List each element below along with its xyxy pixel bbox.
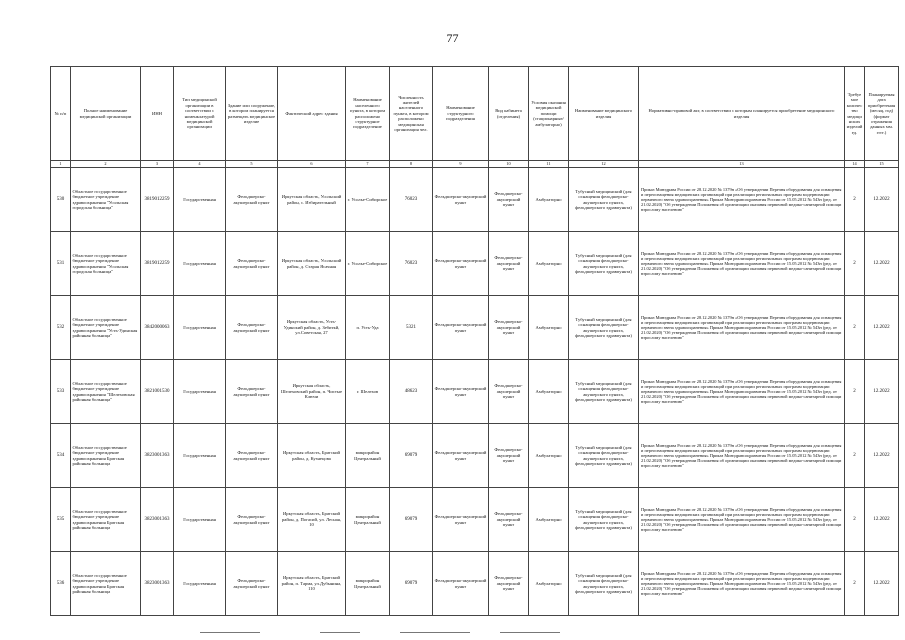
header-cell: Требуемое количество медицинских изделий ед.	[845, 67, 865, 161]
column-number-row	[51, 161, 899, 168]
row-number: 530	[51, 168, 71, 232]
legal-act: Приказ Минздрава России от 28.12.2020 № 1379н «Об утверждении Перечня оборудования для оснащения и переоснащения медицинских организаций при реализации региональных программ модернизации первичного звена здравоохранения» Приказ Минздравсоцразвития России от 15.05.2012 № 543н (ред. от 21.02.2020) "Об утверждении Положения об организации оказания первичной медико-санитарной помощи взрослому населению"	[639, 552, 845, 616]
row-number: 535	[51, 488, 71, 552]
device-name: Тубусный медицинский (для оснащения фельдшерско-акушерского пункта, фельдшерского здравпункта)	[569, 424, 639, 488]
header-cell: Полное наименование медицинской организации	[71, 67, 141, 161]
table-row	[51, 424, 899, 488]
population-count: 76023	[390, 168, 433, 232]
planned-date: 12.2022	[865, 360, 899, 424]
organization-type: Государственная	[174, 488, 226, 552]
device-name: Тубусный медицинский (для оснащения фельдшерско-акушерского пункта, фельдшерского здравпункта)	[569, 360, 639, 424]
legal-act: Приказ Минздрава России от 28.12.2020 № 1379н «Об утверждении Перечня оборудования для оснащения и переоснащения медицинских организаций при реализации региональных программ модернизации первичного звена здравоохранения» Приказ Минздравсоцразвития России от 15.05.2012 № 543н (ред. от 21.02.2020) "Об утверждении Положения об организации оказания первичной медико-санитарной помощи взрослому населению"	[639, 168, 845, 232]
device-name: Тубусный медицинский (для оснащения фельдшерско-акушерского пункта, фельдшерского здравпункта)	[569, 552, 639, 616]
planned-date: 12.2022	[865, 168, 899, 232]
device-name: Тубусный медицинский (для оснащения фельдшерско-акушерского пункта, фельдшерского здравпункта)	[569, 232, 639, 296]
table-row	[51, 552, 899, 616]
column-number: 6	[278, 161, 346, 168]
table-row	[51, 296, 899, 360]
building-type: Фельдшерско-акушерский пункт	[226, 296, 278, 360]
header-cell: Наименование структурного подразделения	[433, 67, 489, 161]
planned-date: 12.2022	[865, 552, 899, 616]
column-number: 15	[865, 161, 899, 168]
building-type: Фельдшерско-акушерский пункт	[226, 232, 278, 296]
care-conditions: Амбулаторно	[529, 232, 569, 296]
population-count: 5321	[390, 296, 433, 360]
column-number: 4	[174, 161, 226, 168]
population-count: 76023	[390, 232, 433, 296]
care-conditions: Амбулаторно	[529, 168, 569, 232]
structural-unit: Фельдшерско-акушерский пункт	[433, 488, 489, 552]
actual-address: Иркутская область, Братский район, п. Тарма, ул.Дубынина, 110	[278, 552, 346, 616]
column-number: 3	[141, 161, 174, 168]
locality-name: микрорайон Центральный	[346, 488, 390, 552]
care-conditions: Амбулаторно	[529, 424, 569, 488]
table-header	[51, 67, 899, 168]
device-name: Тубусный медицинский (для оснащения фельдшерско-акушерского пункта, фельдшерского здравпункта)	[569, 296, 639, 360]
inn-value: 3823001363	[141, 488, 174, 552]
header-row	[51, 67, 899, 161]
legal-act: Приказ Минздрава России от 28.12.2020 № 1379н «Об утверждении Перечня оборудования для оснащения и переоснащения медицинских организаций при реализации региональных программ модернизации первичного звена здравоохранения» Приказ Минздравсоцразвития России от 15.05.2012 № 543н (ред. от 21.02.2020) "Об утверждении Положения об организации оказания первичной медико-санитарной помощи взрослому населению"	[639, 232, 845, 296]
building-type: Фельдшерско-акушерский пункт	[226, 360, 278, 424]
planned-date: 12.2022	[865, 232, 899, 296]
legal-act: Приказ Минздрава России от 28.12.2020 № 1379н «Об утверждении Перечня оборудования для оснащения и переоснащения медицинских организаций при реализации региональных программ модернизации первичного звена здравоохранения» Приказ Минздравсоцразвития России от 15.05.2012 № 543н (ред. от 21.02.2020) "Об утверждении Положения об организации оказания первичной медико-санитарной помощи взрослому населению"	[639, 488, 845, 552]
locality-name: г. Шелехов	[346, 360, 390, 424]
column-number: 9	[433, 161, 489, 168]
care-conditions: Амбулаторно	[529, 360, 569, 424]
structural-unit: Фельдшерско-акушерский пункт	[433, 296, 489, 360]
table-row	[51, 168, 899, 232]
locality-name: п. Усть-Уда	[346, 296, 390, 360]
organization-type: Государственная	[174, 232, 226, 296]
table-row	[51, 488, 899, 552]
actual-address: Иркутская область, Братский район, д. Погасий, ул. Лесная, 10	[278, 488, 346, 552]
header-cell: Здание или сооружение, в котором планируется размещать медицинское изделие	[226, 67, 278, 161]
header-cell: Численность жителей населенного пункта, в котором расположено медицинская организация чел.	[390, 67, 433, 161]
device-name: Тубусный медицинский (для оснащения фельдшерско-акушерского пункта, фельдшерского здравпункта)	[569, 488, 639, 552]
required-quantity: 2	[845, 552, 865, 616]
organization-name: Областное государственное бюджетное учреждение здравоохранения "Усольская городская больница"	[71, 232, 141, 296]
organization-type: Государственная	[174, 168, 226, 232]
organization-type: Государственная	[174, 424, 226, 488]
column-number: 2	[71, 161, 141, 168]
column-number: 13	[639, 161, 845, 168]
actual-address: Иркутская область, Усть-Удинский район, д. Зебиткй, ул.Советская, 27	[278, 296, 346, 360]
locality-name: г. Усолье-Сибирское	[346, 232, 390, 296]
structural-unit: Фельдшерско-акушерский пункт	[433, 424, 489, 488]
row-number: 533	[51, 360, 71, 424]
header-cell: Наименование населенного пункта, в котором расположено структурное подразделение	[346, 67, 390, 161]
inn-value: 3842000063	[141, 296, 174, 360]
inn-value: 3823001363	[141, 424, 174, 488]
header-cell: ИНН	[141, 67, 174, 161]
actual-address: Иркутская область, Братский район, д. Кузнецова	[278, 424, 346, 488]
structural-unit: Фельдшерско-акушерский пункт	[433, 552, 489, 616]
header-cell: Нормативно-правовой акт, в соответствии с которым планируется приобретение медицинского изделия	[639, 67, 845, 161]
bottom-scan-marks	[200, 632, 600, 634]
organization-name: Областное государственное бюджетное учреждение здравоохранения Братская районная больница	[71, 552, 141, 616]
building-type: Фельдшерско-акушерский пункт	[226, 424, 278, 488]
cabinet-type: Фельдшерско-акушерский пункт	[489, 488, 529, 552]
building-type: Фельдшерско-акушерский пункт	[226, 552, 278, 616]
actual-address: Иркутская область, Шелеховский район, п. Чистые Ключи	[278, 360, 346, 424]
header-cell: Условия оказания медицинской помощи (стационарные/амбулаторно)	[529, 67, 569, 161]
care-conditions: Амбулаторно	[529, 552, 569, 616]
planned-date: 12.2022	[865, 424, 899, 488]
organization-name: Областное государственное бюджетное учреждение здравоохранения "Усольская городская больница"	[71, 168, 141, 232]
table-body	[51, 168, 899, 616]
inn-value: 3819012259	[141, 232, 174, 296]
organization-type: Государственная	[174, 296, 226, 360]
care-conditions: Амбулаторно	[529, 296, 569, 360]
header-cell: Фактический адрес здания	[278, 67, 346, 161]
equipment-table	[50, 66, 899, 616]
legal-act: Приказ Минздрава России от 28.12.2020 № 1379н «Об утверждении Перечня оборудования для оснащения и переоснащения медицинских организаций при реализации региональных программ модернизации первичного звена здравоохранения» Приказ Минздравсоцразвития России от 15.05.2012 № 543н (ред. от 21.02.2020) "Об утверждении Положения об организации оказания первичной медико-санитарной помощи взрослому населению"	[639, 424, 845, 488]
cabinet-type: Фельдшерско-акушерский пункт	[489, 360, 529, 424]
cabinet-type: Фельдшерско-акушерский пункт	[489, 296, 529, 360]
column-number: 7	[346, 161, 390, 168]
organization-name: Областное государственное бюджетное учреждение здравоохранения Братская районная больница	[71, 488, 141, 552]
cabinet-type: Фельдшерско-акушерский пункт	[489, 168, 529, 232]
column-number: 12	[569, 161, 639, 168]
page-number: 77	[446, 31, 459, 45]
inn-value: 3819012259	[141, 168, 174, 232]
row-number: 532	[51, 296, 71, 360]
column-number: 11	[529, 161, 569, 168]
column-number: 10	[489, 161, 529, 168]
required-quantity: 2	[845, 424, 865, 488]
structural-unit: Фельдшерско-акушерский пункт	[433, 168, 489, 232]
locality-name: г. Усолье-Сибирское	[346, 168, 390, 232]
building-type: Фельдшерско-акушерский пункт	[226, 488, 278, 552]
organization-type: Государственная	[174, 360, 226, 424]
care-conditions: Амбулаторно	[529, 488, 569, 552]
header-cell: Планируемая дата приобретения (месяц, год) (формат отражения данных мм. гггг.)	[865, 67, 899, 161]
legal-act: Приказ Минздрава России от 28.12.2020 № 1379н «Об утверждении Перечня оборудования для оснащения и переоснащения медицинских организаций при реализации региональных программ модернизации первичного звена здравоохранения» Приказ Минздравсоцразвития России от 15.05.2012 № 543н (ред. от 21.02.2020) "Об утверждении Положения об организации оказания первичной медико-санитарной помощи взрослому населению"	[639, 296, 845, 360]
column-number: 1	[51, 161, 71, 168]
row-number: 536	[51, 552, 71, 616]
table-row	[51, 360, 899, 424]
population-count: 69079	[390, 552, 433, 616]
table-row	[51, 232, 899, 296]
actual-address: Иркутская область, Усольский район, с. Избирательный	[278, 168, 346, 232]
device-name: Тубусный медицинский (для оснащения фельдшерско-акушерского пункта, фельдшерского здравпункта)	[569, 168, 639, 232]
population-count: 48623	[390, 360, 433, 424]
row-number: 531	[51, 232, 71, 296]
organization-type: Государственная	[174, 552, 226, 616]
locality-name: микрорайон Центральный	[346, 552, 390, 616]
organization-name: Областное государственное бюджетное учреждение здравоохранения Братская районная больница	[71, 424, 141, 488]
header-cell: Тип медицинской организации в соответствии с номенклатурой медицинской организации	[174, 67, 226, 161]
required-quantity: 2	[845, 488, 865, 552]
planned-date: 12.2022	[865, 296, 899, 360]
legal-act: Приказ Минздрава России от 28.12.2020 № 1379н «Об утверждении Перечня оборудования для оснащения и переоснащения медицинских организаций при реализации региональных программ модернизации первичного звена здравоохранения» Приказ Минздравсоцразвития России от 15.05.2012 № 543н (ред. от 21.02.2020) "Об утверждении Положения об организации оказания первичной медико-санитарной помощи взрослому населению"	[639, 360, 845, 424]
cabinet-type: Фельдшерско-акушерский пункт	[489, 424, 529, 488]
building-type: Фельдшерско-акушерский пункт	[226, 168, 278, 232]
required-quantity: 2	[845, 168, 865, 232]
structural-unit: Фельдшерско-акушерский пункт	[433, 360, 489, 424]
organization-name: Областное государственное бюджетное учреждение здравоохранения "Усть-Удинская районная больница"	[71, 296, 141, 360]
locality-name: микрорайон Центральный	[346, 424, 390, 488]
required-quantity: 2	[845, 232, 865, 296]
structural-unit: Фельдшерско-акушерский пункт	[433, 232, 489, 296]
population-count: 69079	[390, 424, 433, 488]
inn-value: 3823001363	[141, 552, 174, 616]
header-cell: Наименование медицинского изделия	[569, 67, 639, 161]
required-quantity: 2	[845, 296, 865, 360]
column-number: 5	[226, 161, 278, 168]
header-cell: № п/п	[51, 67, 71, 161]
row-number: 534	[51, 424, 71, 488]
inn-value: 3821001530	[141, 360, 174, 424]
planned-date: 12.2022	[865, 488, 899, 552]
required-quantity: 2	[845, 360, 865, 424]
column-number: 8	[390, 161, 433, 168]
organization-name: Областное государственное бюджетное учреждение здравоохранения "Шелеховская районная больница"	[71, 360, 141, 424]
cabinet-type: Фельдшерско-акушерский пункт	[489, 552, 529, 616]
cabinet-type: Фельдшерско-акушерский пункт	[489, 232, 529, 296]
population-count: 69079	[390, 488, 433, 552]
column-number: 14	[845, 161, 865, 168]
actual-address: Иркутская область, Усольский район, д. Старая Ясачная	[278, 232, 346, 296]
header-cell: Вид кабинета (отделения)	[489, 67, 529, 161]
